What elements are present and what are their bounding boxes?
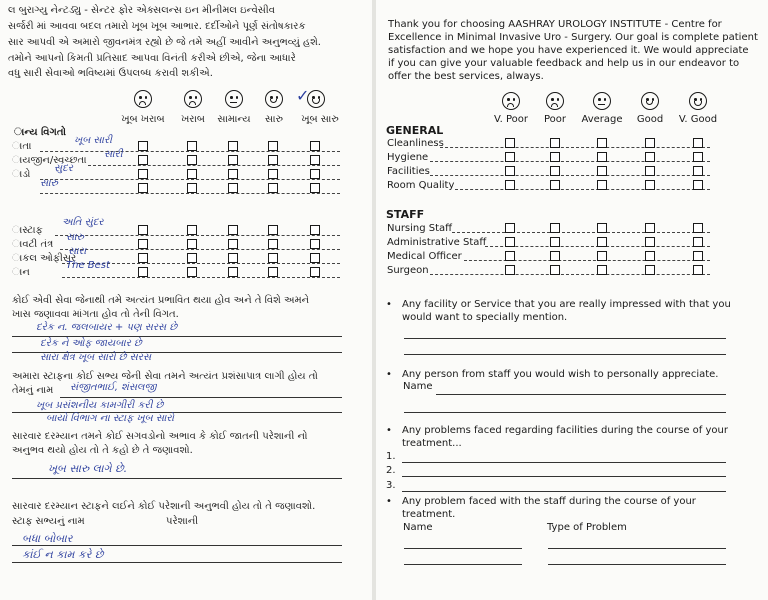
answer-line[interactable] <box>402 491 726 492</box>
row-label: ાકલ ઓફીસર <box>12 253 77 264</box>
row-label: ાસ્ટાફ <box>12 225 43 236</box>
dotted-line <box>60 249 340 250</box>
rating-checkbox[interactable] <box>645 223 655 233</box>
rating-checkbox[interactable] <box>693 152 703 162</box>
rating-checkbox[interactable] <box>310 239 320 249</box>
left-q4-line: સારવાર દરમ્યાન સ્ટાફને લઈને કોઈ પરેશાની અનુભવી હોય તો તે જણાવશો. <box>12 501 316 512</box>
row-label: ાતા <box>12 141 32 152</box>
dotted-line <box>62 277 340 278</box>
rating-checkbox[interactable] <box>505 180 515 190</box>
rating-checkbox[interactable] <box>187 155 197 165</box>
rating-checkbox[interactable] <box>228 239 238 249</box>
name-label: Name <box>403 522 433 533</box>
handwritten-answer: અતિ સુંદર <box>62 217 104 228</box>
handwritten-answer: દરેક ન. જલબાયર + પણ સરસ છે <box>36 322 178 333</box>
handwritten-answer: The Best <box>66 260 110 271</box>
dotted-line <box>440 147 710 148</box>
name-input-line[interactable] <box>404 548 522 549</box>
row-label: ાયજીન/સ્વચ્છતા <box>12 155 87 166</box>
answer-line <box>12 545 342 546</box>
row-label: Facilities <box>387 166 430 177</box>
question-text: Any person from staff you would wish to personally appreciate. <box>402 369 719 380</box>
rating-checkbox[interactable] <box>693 251 703 261</box>
rating-checkbox[interactable] <box>187 183 197 193</box>
rating-checkbox[interactable] <box>268 225 278 235</box>
rating-checkbox[interactable] <box>268 253 278 263</box>
poor-face-icon <box>184 90 202 108</box>
rating-checkbox[interactable] <box>268 155 278 165</box>
rating-checkbox[interactable] <box>645 251 655 261</box>
rating-checkbox[interactable] <box>550 138 560 148</box>
row-label: ાડો <box>12 169 31 180</box>
rating-checkbox[interactable] <box>597 265 607 275</box>
left-q3-line: સારવાર દરમ્યાન તમને કોઈ સગવડોનો અભાવ કે કોઈ જાતની પરેશાની નો <box>12 431 308 442</box>
right-intro-paragraph: Thank you for choosing AASHRAY UROLOGY INSTITUTE - Centre for Excellence in Minimal Invasive Uro - Surgery. Our goal is complete patient satisfaction and we hope you have experienced it. We would appreciate if you can give your valuable feedback and help us in our endeavor to offer the best services, always. <box>388 19 758 82</box>
rating-checkbox[interactable] <box>310 225 320 235</box>
rating-checkbox[interactable] <box>187 141 197 151</box>
rating-checkbox[interactable] <box>138 155 148 165</box>
dotted-line <box>430 175 710 176</box>
very-good-face-icon <box>307 90 325 108</box>
handwritten-answer: ખૂબ સારુ લાગે છે. <box>48 462 128 475</box>
rating-checkbox[interactable] <box>310 155 320 165</box>
rating-checkbox[interactable] <box>138 225 148 235</box>
answer-line[interactable] <box>402 462 726 463</box>
rating-label-average: Average <box>581 114 623 125</box>
answer-line <box>60 397 342 398</box>
answer-line[interactable] <box>404 354 726 355</box>
rating-checkbox[interactable] <box>187 267 197 277</box>
rating-checkbox[interactable] <box>645 265 655 275</box>
rating-checkbox[interactable] <box>550 166 560 176</box>
dotted-line <box>88 165 340 166</box>
rating-checkbox[interactable] <box>505 152 515 162</box>
rating-checkbox[interactable] <box>597 138 607 148</box>
dotted-line <box>430 274 710 275</box>
rating-checkbox[interactable] <box>268 169 278 179</box>
name-label: Name <box>403 381 433 392</box>
answer-line <box>12 562 342 563</box>
rating-checkbox[interactable] <box>187 253 197 263</box>
rating-label-v-poor: V. Poor <box>494 114 528 125</box>
rating-checkbox[interactable] <box>597 166 607 176</box>
very-good-face-icon <box>689 92 707 110</box>
dotted-line <box>40 151 340 152</box>
name-input-line[interactable] <box>404 564 522 565</box>
row-label: Surgeon <box>387 265 429 276</box>
rating-checkbox[interactable] <box>310 267 320 277</box>
rating-checkbox[interactable] <box>187 239 197 249</box>
rating-checkbox[interactable] <box>187 169 197 179</box>
rating-checkbox[interactable] <box>693 138 703 148</box>
rating-label-good: Good <box>636 114 664 125</box>
rating-label-very-poor: ખૂબ ખરાબ <box>121 114 165 125</box>
rating-checkbox[interactable] <box>597 251 607 261</box>
rating-checkbox[interactable] <box>138 267 148 277</box>
dotted-line <box>40 179 340 180</box>
rating-label-poor: ખરાબ <box>181 114 205 125</box>
row-label: Nursing Staff <box>387 223 453 234</box>
handwritten-answer: ખૂબ સારી <box>74 135 113 146</box>
row-label: Room Quality <box>387 180 455 191</box>
dotted-line <box>464 260 710 261</box>
rating-checkbox[interactable] <box>310 141 320 151</box>
rating-checkbox[interactable] <box>693 237 703 247</box>
rating-checkbox[interactable] <box>597 152 607 162</box>
handwritten-tick-mark: ✓ <box>296 86 310 105</box>
rating-checkbox[interactable] <box>597 223 607 233</box>
rating-checkbox[interactable] <box>550 251 560 261</box>
rating-checkbox[interactable] <box>268 141 278 151</box>
good-face-icon <box>641 92 659 110</box>
very-poor-face-icon <box>502 92 520 110</box>
rating-checkbox[interactable] <box>310 169 320 179</box>
row-label: Administrative Staff <box>387 237 487 248</box>
question-text: Any problem faced with the staff during the course of your treatment. <box>402 496 696 520</box>
left-q1-line: કોઈ એવી સેવા જેનાથી તમે અત્યંત પ્રભાવિત થયા હોવ અને તે વિશે અમને <box>12 295 310 306</box>
dotted-line <box>40 193 340 194</box>
answer-line <box>12 478 342 479</box>
rating-checkbox[interactable] <box>550 237 560 247</box>
handwritten-answer: સારી <box>104 149 123 160</box>
handwritten-answer: સુંદર <box>54 163 73 174</box>
handwritten-answer: બાયો વિભાગ ના સ્ટાફ ખૂબ સારો <box>46 413 175 424</box>
rating-label-poor: Poor <box>543 114 567 125</box>
type-of-problem-label: Type of Problem <box>547 522 627 533</box>
good-face-icon <box>265 90 283 108</box>
problem-input-line[interactable] <box>548 548 726 549</box>
rating-checkbox[interactable] <box>138 183 148 193</box>
average-face-icon <box>225 90 243 108</box>
rating-checkbox[interactable] <box>187 225 197 235</box>
bullet: • <box>386 425 392 436</box>
bullet: • <box>386 369 392 380</box>
problem-input-line[interactable] <box>548 564 726 565</box>
row-label: ાવટી તંત્ર <box>12 239 54 250</box>
left-q1-line: ખાસ જણાવવા માંગતા હોવ તો તેની વિગત. <box>12 309 179 320</box>
rating-label-v-good: V. Good <box>678 114 718 125</box>
rating-checkbox[interactable] <box>550 180 560 190</box>
rating-checkbox[interactable] <box>693 265 703 275</box>
rating-checkbox[interactable] <box>138 253 148 263</box>
rating-checkbox[interactable] <box>505 237 515 247</box>
handwritten-answer: સારા ક્ષેત્ર ખૂબ સારો છે સરસ <box>40 352 152 363</box>
rating-checkbox[interactable] <box>597 237 607 247</box>
rating-checkbox[interactable] <box>505 138 515 148</box>
rating-checkbox[interactable] <box>597 180 607 190</box>
rating-checkbox[interactable] <box>693 180 703 190</box>
answer-line[interactable] <box>404 338 726 339</box>
rating-checkbox[interactable] <box>228 155 238 165</box>
bullet: • <box>386 299 392 310</box>
rating-checkbox[interactable] <box>505 223 515 233</box>
left-intro-line: તમોને આપનો કિમતી પ્રતિસાદ આપવા વિનંતી કરીએ છીએ, જેના આધારે <box>8 53 296 64</box>
answer-line <box>12 336 342 337</box>
dotted-line <box>55 235 340 236</box>
dotted-line <box>455 189 710 190</box>
rating-label-average: સામાન્ય <box>217 114 251 125</box>
list-number: 1. <box>386 451 396 462</box>
rating-checkbox[interactable] <box>268 267 278 277</box>
rating-checkbox[interactable] <box>138 169 148 179</box>
rating-checkbox[interactable] <box>645 152 655 162</box>
rating-checkbox[interactable] <box>310 253 320 263</box>
answer-line[interactable] <box>402 476 726 477</box>
left-intro-line: સાર આપવી એ અમારો જીવનમંત્ર રહ્યો છે જે તમે અહીં આવીને અનુભવ્યું હશે. <box>8 37 321 48</box>
handwritten-answer: સારુ <box>66 232 84 243</box>
name-input-line[interactable] <box>436 394 726 395</box>
rating-checkbox[interactable] <box>645 237 655 247</box>
rating-checkbox[interactable] <box>310 183 320 193</box>
rating-checkbox[interactable] <box>505 166 515 176</box>
average-face-icon <box>593 92 611 110</box>
row-label: Cleanliness <box>387 138 444 149</box>
staff-heading: STAFF <box>386 208 425 221</box>
rating-checkbox[interactable] <box>228 225 238 235</box>
very-poor-face-icon <box>134 90 152 108</box>
left-general-heading: ાન્ય વિગતો <box>14 127 66 138</box>
rating-checkbox[interactable] <box>693 223 703 233</box>
left-q2-line: તેમનું નામ <box>12 385 54 396</box>
row-label: ાન <box>12 267 30 278</box>
rating-checkbox[interactable] <box>228 183 238 193</box>
rating-label-very-good: ખૂબ સારુ <box>301 114 339 125</box>
rating-checkbox[interactable] <box>505 251 515 261</box>
rating-checkbox[interactable] <box>645 180 655 190</box>
rating-checkbox[interactable] <box>550 265 560 275</box>
handwritten-answer: બધા બોબાર <box>22 532 73 545</box>
rating-checkbox[interactable] <box>693 166 703 176</box>
dotted-line <box>452 232 710 233</box>
answer-line[interactable] <box>404 412 726 413</box>
rating-checkbox[interactable] <box>228 267 238 277</box>
left-intro-line: વધુ સારી સેવાઓ ભવિષ્યમાં ઉપલબ્ધ કરાવી શકીએ. <box>8 68 213 79</box>
left-intro-line: લ બુરાગ્યુ નેન્ટડ્યુ - સેન્ટર ફોર એક્સલન્સ ઇન મીનીમલ ઇન્વેસીવ <box>8 5 275 16</box>
handwritten-answer: ખૂબ પ્રસંશનીય કામગીરી કરી છે <box>36 400 164 411</box>
poor-face-icon <box>546 92 564 110</box>
general-heading: GENERAL <box>386 124 444 137</box>
rating-label-good: સારુ <box>265 114 283 125</box>
rating-checkbox[interactable] <box>505 265 515 275</box>
rating-checkbox[interactable] <box>228 253 238 263</box>
rating-checkbox[interactable] <box>228 169 238 179</box>
rating-checkbox[interactable] <box>645 138 655 148</box>
rating-checkbox[interactable] <box>138 239 148 249</box>
left-q3-line: અનુભવ થયો હોય તો તે કહો છે તે જણાવશો. <box>12 445 193 456</box>
handwritten-answer: સારા <box>68 246 87 257</box>
left-q4-line: સ્ટાફ સભ્યનું નામ <box>12 516 85 527</box>
bullet: • <box>386 496 392 507</box>
rating-checkbox[interactable] <box>550 223 560 233</box>
rating-checkbox[interactable] <box>138 141 148 151</box>
rating-checkbox[interactable] <box>645 166 655 176</box>
question-text: Any facility or Service that you are really impressed with that you would want to specially mention. <box>402 299 731 323</box>
handwritten-answer: સંજીતભાઈ, શંસલજી <box>70 382 157 393</box>
handwritten-answer: સારુ <box>40 178 58 189</box>
rating-checkbox[interactable] <box>550 152 560 162</box>
row-label: Medical Officer <box>387 251 462 262</box>
left-q2-line: અમારા સ્ટાફના કોઈ સભ્ય જેની સેવા તમને અત્યંત પ્રશંસાપાત્ર લાગી હોય તો <box>12 371 318 382</box>
rating-checkbox[interactable] <box>228 141 238 151</box>
handwritten-answer: કાંઈ ન કામ કરે છે <box>22 548 104 561</box>
list-number: 2. <box>386 465 396 476</box>
left-intro-line: સર્જરી માં આવવા બદલ તમારો ખૂબ ખૂબ આભાર. દર્દીઓને પૂર્ણ સંતોષકારક <box>8 21 306 32</box>
question-text: Any problems faced regarding facilities during the course of your treatment... <box>402 425 728 449</box>
rating-checkbox[interactable] <box>268 239 278 249</box>
dotted-line <box>430 161 710 162</box>
row-label: Hygiene <box>387 152 429 163</box>
rating-checkbox[interactable] <box>268 183 278 193</box>
left-q4-problem-label: પરેશાની <box>166 516 199 527</box>
list-number: 3. <box>386 480 396 491</box>
handwritten-answer: દરેક ને ઓફ જાયબાર છે <box>40 338 142 349</box>
